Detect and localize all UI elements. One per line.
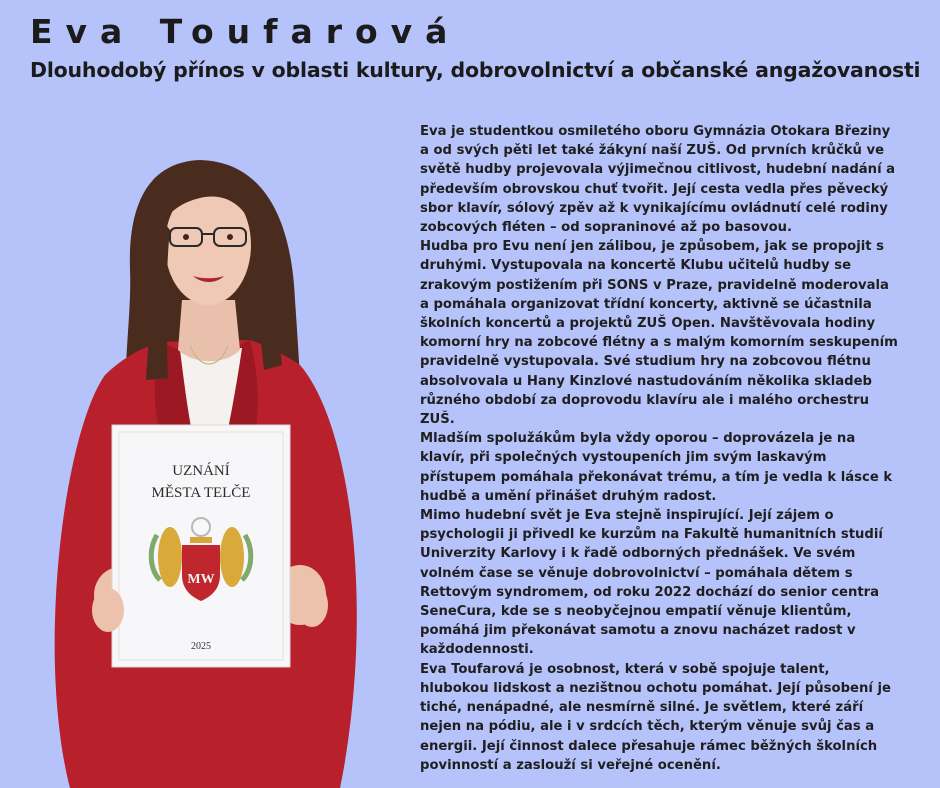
bio-paragraph: Mimo hudební svět je Eva stejně inspirující. Její zájem o psychologii ji přivedl ke kurzům na Fakultě humanitních studií Univerzity Karlovy i k řadě odborných přednášek. Ve svém volném čase se věnuje dobrovolnictví – pomáhala dětem s Rettovým syndromem, od roku 2022 dochází do senior centra SeneCura, kde se s neobyčejnou empatií věnuje klientům, pomáhá jim překonávat samotu a znovu nacházet radost v každodennosti.: [420, 508, 883, 658]
certificate-title-line2: MĚSTA TELČE: [151, 485, 251, 501]
certificate: [112, 425, 290, 667]
neck: [178, 300, 240, 361]
certificate-year: 2025: [191, 641, 211, 652]
portrait-photo: [50, 150, 370, 788]
certificate-emblem-letters: MW: [187, 572, 215, 587]
page-subtitle: Dlouhodobý přínos v oblasti kultury, dobrovolnictví a občanské angažovanosti: [30, 58, 921, 82]
certificate-title-line1: UZNÁNÍ: [172, 463, 230, 479]
angel-left: [158, 527, 182, 587]
bio-paragraph: Hudba pro Evu není jen zálibou, je způsobem, jak se propojit s druhými. Vystupovala na koncertě Klubu učitelů hudby se zrakovým postižením při SONS v Praze, pravidelně moderovala a pomáhala organizovat třídní koncerty, aktivně se účastnila školních koncertů a projektů ZUŠ Open. Navštěvovala hodiny komorní hry na zobcové flétny a s malým komorním seskupením pravidelně vystupovala. Své studium hry na zobcovou flétnu absolvovala u Hany Kinzlové nastudováním několika skladeb různého období za doprovodu klavíru ale i malého orchestru ZUŠ.: [420, 239, 898, 428]
biography-text: [420, 122, 900, 775]
bio-paragraph: Mladším spolužákům byla vždy oporou – doprovázela je na klavír, při společných vystoupeních jim svým laskavým přístupem pomáhala překonávat trému, a tím je vedla k lásce k hudbě a umění přinášet druhým radost.: [420, 431, 893, 504]
bio-paragraph: Eva je studentkou osmiletého oboru Gymnázia Otokara Březiny a od svých pěti let také žákyní naší ZUŠ. Od prvních krůčků ve světě hudby projevovala výjimečnou citlivost, hudební nadání a především obrovskou chuť tvořit. Její cesta vedla přes pěvecký sbor klavír, sólový zpěv až k vynikajícímu ovládnutí celé rodiny zobcových fléten – od sopraninové až po basovou.: [420, 124, 896, 236]
bio-paragraph: Eva Toufarová je osobnost, která v sobě spojuje talent, hlubokou lidskost a nezištnou ochotu pomáhat. Její působení je tiché, nenápadné, ale nesmírně silné. Je světlem, které září nejen na pódiu, ale i v srdcích těch, kterým věnuje svůj čas a energii. Její činnost dalece přesahuje rámec běžných školních povinností a zaslouží si veřejné ocenění.: [420, 661, 891, 773]
page-title: Eva Toufarová: [30, 12, 461, 51]
angel-right: [220, 527, 244, 587]
